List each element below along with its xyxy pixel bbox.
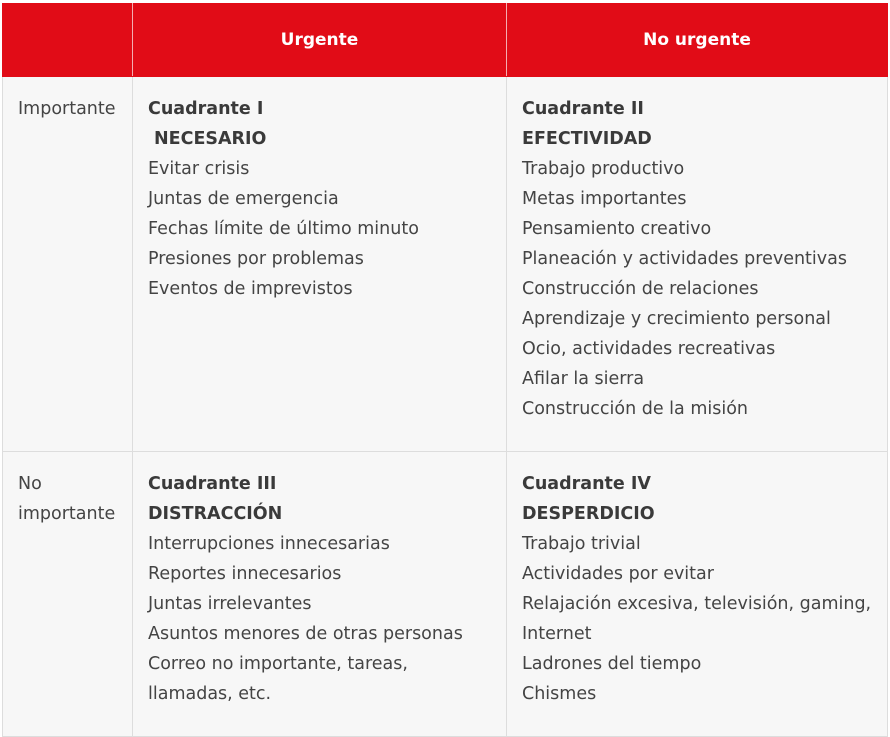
quadrant-2-item: Ocio, actividades recreativas [522, 339, 776, 359]
quadrant-3-item: Juntas irrelevantes [148, 594, 312, 614]
quadrant-2-item: Aprendizaje y crecimiento personal [522, 309, 831, 329]
quadrant-4-cell [507, 452, 888, 737]
quadrant-4-item: Internet [522, 624, 592, 644]
quadrant-2-item: Metas importantes [522, 189, 687, 209]
quadrant-3-item: Asuntos menores de otras personas [148, 624, 463, 644]
not-important-row [3, 452, 888, 737]
quadrant-4-item: Actividades por evitar [522, 564, 714, 584]
quadrant-4-item: Chismes [522, 684, 597, 704]
quadrant-2-label: EFECTIVIDAD [522, 129, 652, 149]
quadrant-3-item: Correo no importante, tareas, [148, 654, 408, 674]
row-label-not-important-line2: importante [18, 504, 116, 524]
quadrant-3-title: Cuadrante III [148, 474, 277, 494]
quadrant-1-item: Juntas de emergencia [148, 189, 339, 209]
important-row-header [3, 77, 133, 452]
quadrant-3-item: llamadas, etc. [148, 684, 272, 704]
quadrant-4-item: Ladrones del tiempo [522, 654, 702, 674]
not-urgent-column-header: No urgente [507, 4, 888, 77]
quadrant-3-label: DISTRACCIÓN [148, 504, 283, 524]
quadrant-2-cell [507, 77, 888, 452]
not-important-row-header [3, 452, 133, 737]
row-label-important: Importante [18, 99, 116, 119]
quadrant-1-cell [133, 77, 507, 452]
quadrant-2-item: Planeación y actividades preventivas [522, 249, 847, 269]
quadrant-4-item: Trabajo trivial [522, 534, 641, 554]
corner-header-cell [3, 4, 133, 77]
quadrant-4-label: DESPERDICIO [522, 504, 655, 524]
quadrant-2-item: Trabajo productivo [522, 159, 685, 179]
quadrant-2-title: Cuadrante II [522, 99, 644, 119]
quadrant-2-item: Pensamiento creativo [522, 219, 712, 239]
quadrant-1-item: Fechas límite de último minuto [148, 219, 419, 239]
quadrant-4-item: Relajación excesiva, televisión, gaming, [522, 594, 872, 614]
quadrant-1-item: Eventos de imprevistos [148, 279, 353, 299]
eisenhower-matrix-table [2, 3, 888, 737]
quadrant-1-item: Presiones por problemas [148, 249, 364, 269]
quadrant-2-item: Afilar la sierra [522, 369, 645, 389]
header-row [3, 4, 888, 77]
important-row [3, 77, 888, 452]
quadrant-3-cell [133, 452, 507, 737]
quadrant-1-title: Cuadrante I [148, 99, 264, 119]
quadrant-2-item: Construcción de relaciones [522, 279, 759, 299]
quadrant-3-item: Interrupciones innecesarias [148, 534, 390, 554]
row-label-not-important-line1: No [18, 474, 42, 494]
quadrant-4-title: Cuadrante IV [522, 474, 651, 494]
quadrant-1-item: Evitar crisis [148, 159, 250, 179]
urgent-column-header: Urgente [133, 4, 507, 77]
quadrant-1-label: NECESARIO [154, 129, 267, 149]
quadrant-2-item: Construcción de la misión [522, 399, 749, 419]
quadrant-3-item: Reportes innecesarios [148, 564, 342, 584]
